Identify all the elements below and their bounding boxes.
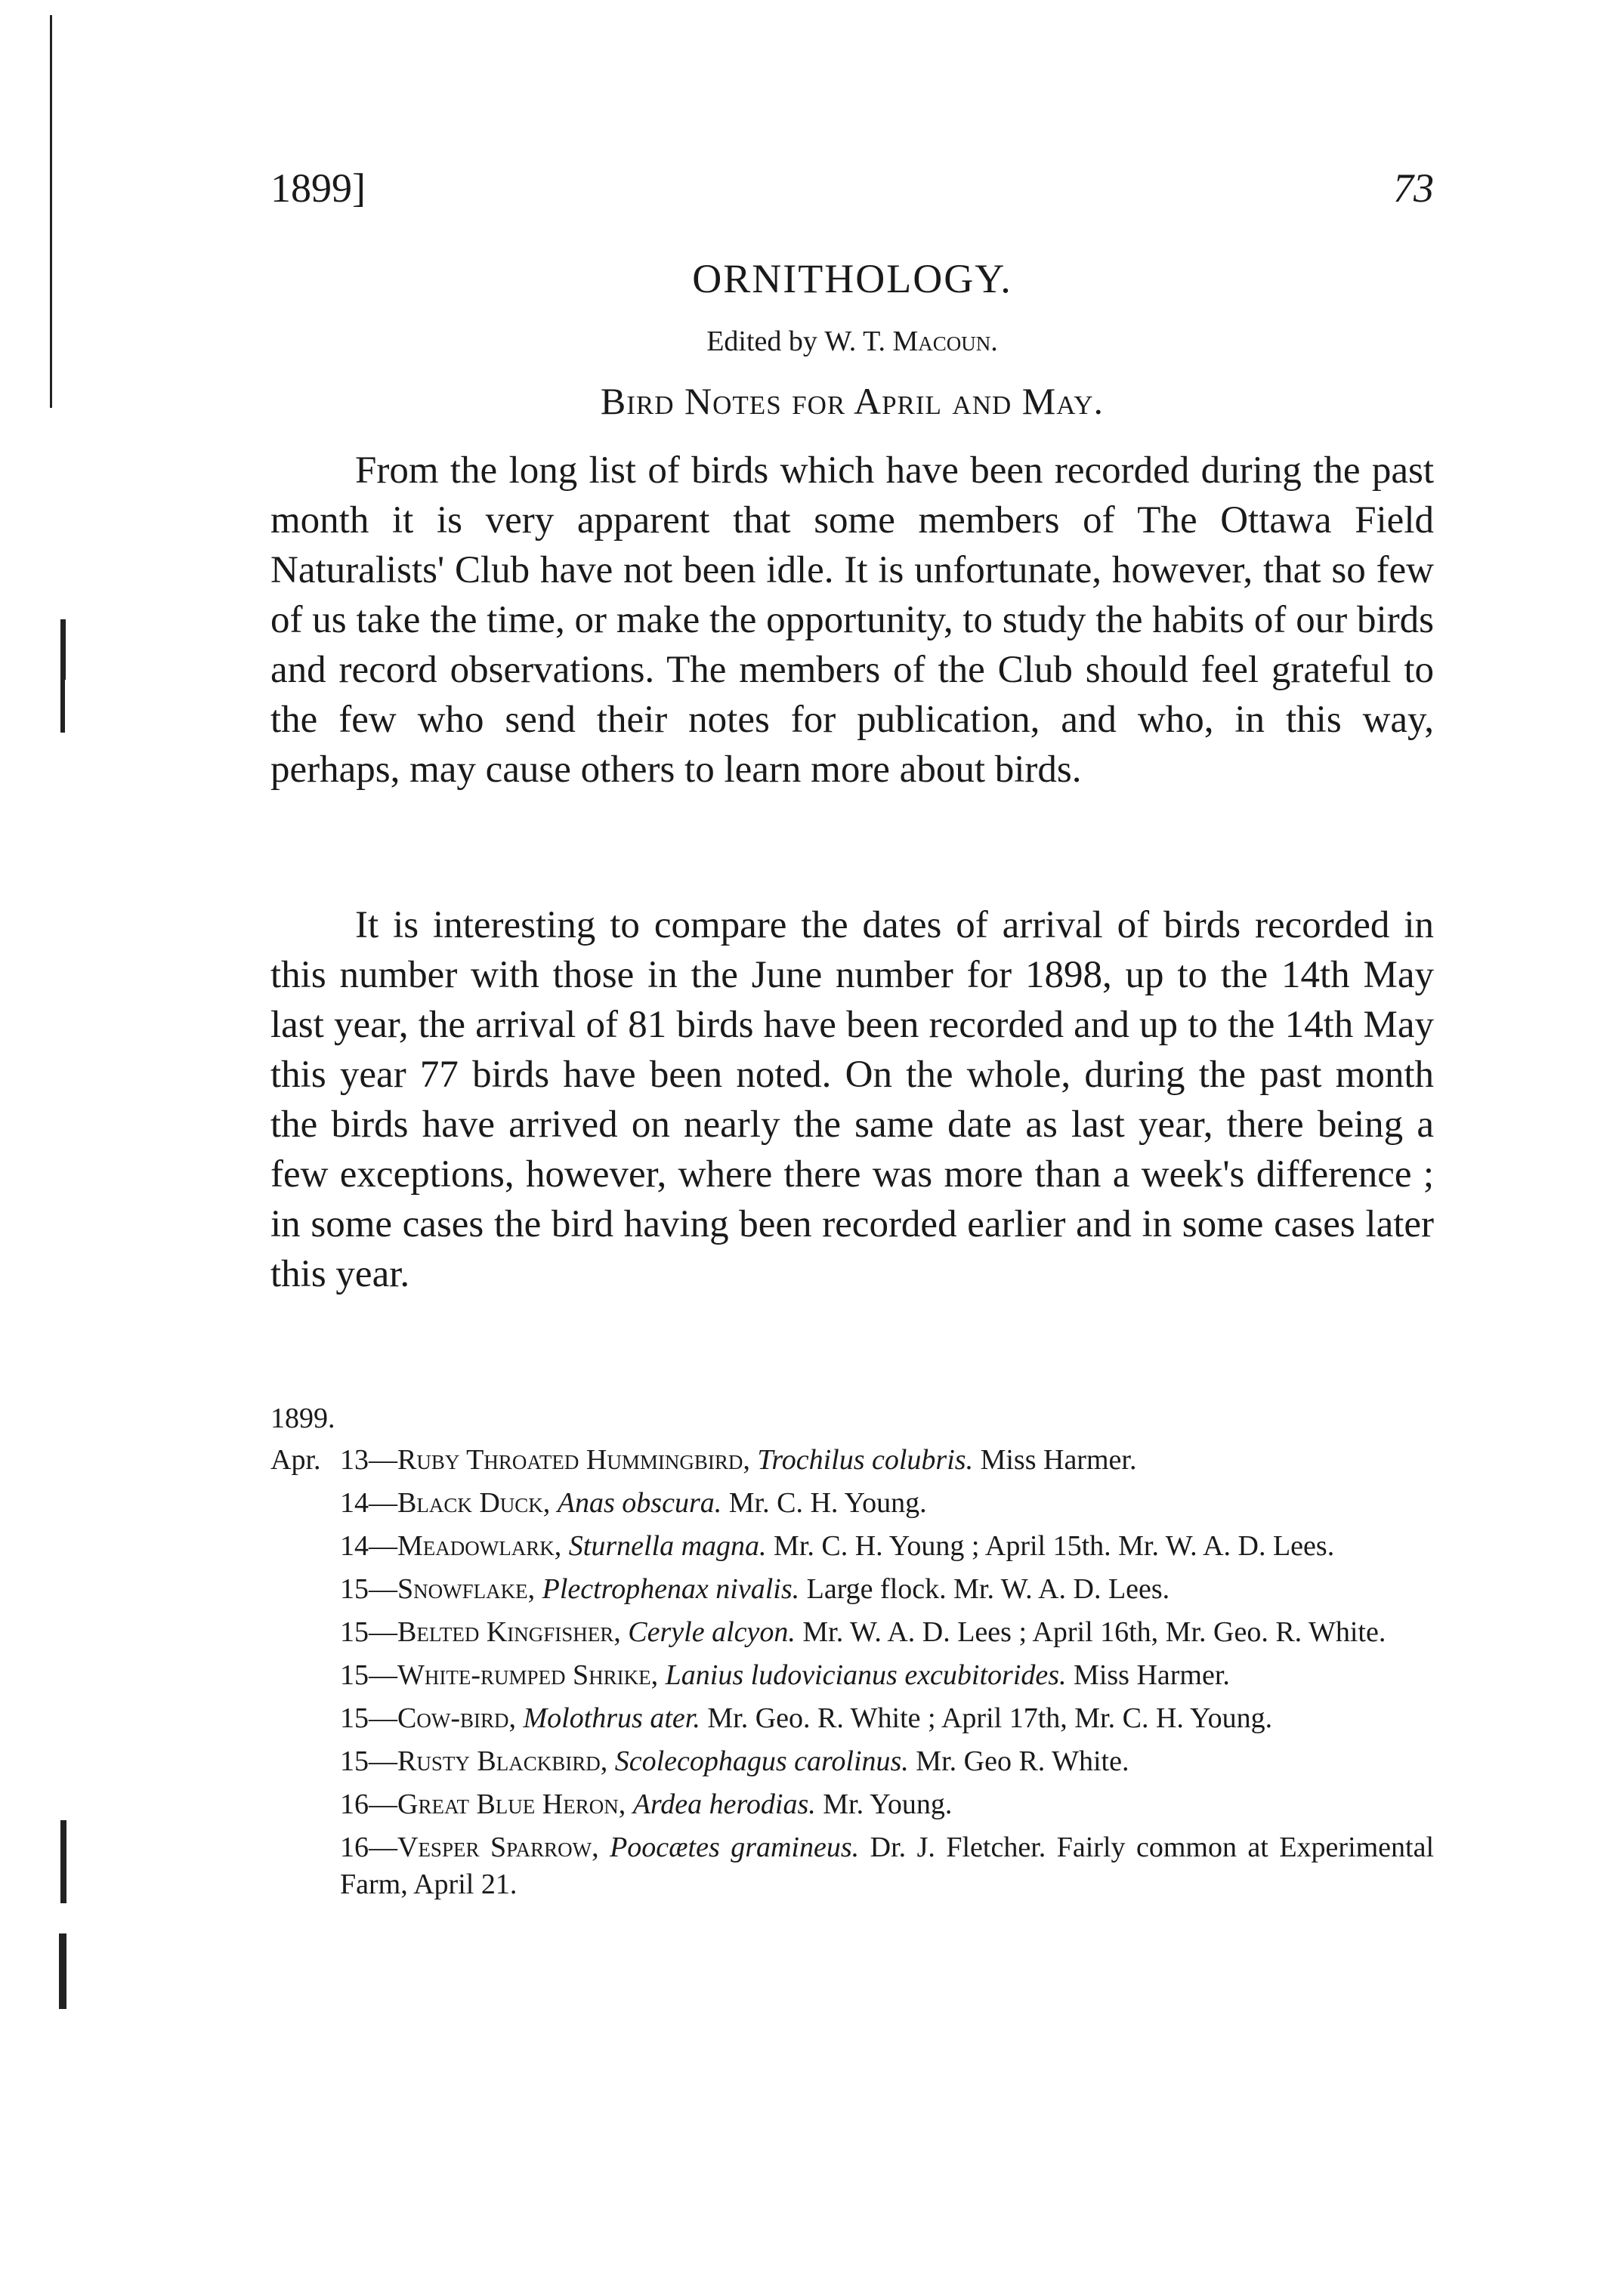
record-row <box>270 1442 1434 1479</box>
record-body <box>340 1442 1434 1479</box>
record-day: 15— <box>340 1616 397 1648</box>
record-body <box>340 1528 1434 1565</box>
record-body <box>340 1829 1434 1903</box>
record-body <box>340 1485 1434 1522</box>
record-row <box>270 1485 1434 1522</box>
paragraph-2 <box>270 900 1434 1299</box>
records-year: 1899. <box>270 1403 335 1434</box>
record-note: Mr. Young. <box>823 1788 953 1820</box>
editor-line <box>270 325 1434 358</box>
running-head <box>270 165 1434 211</box>
record-note: Miss Harmer. <box>1074 1659 1230 1691</box>
record-body <box>340 1700 1434 1737</box>
record-species: Cow-bird, <box>397 1702 516 1734</box>
record-day: 13— <box>340 1444 397 1476</box>
record-row <box>270 1743 1434 1780</box>
record-row <box>270 1700 1434 1737</box>
scan-edge-mark <box>50 15 52 408</box>
record-latin: Plectrophenax nivalis. <box>542 1573 800 1605</box>
record-species: Great Blue Heron, <box>397 1788 626 1820</box>
record-day: 16— <box>340 1832 397 1863</box>
record-body <box>340 1786 1434 1823</box>
scan-edge-mark <box>60 1820 66 1903</box>
record-note: Mr. C. H. Young ; April 15th. Mr. W. A. D. Lees. <box>774 1530 1335 1562</box>
record-note: Mr. Geo. R. White ; April 17th, Mr. C. H. Young. <box>707 1702 1273 1734</box>
record-body <box>340 1743 1434 1780</box>
record-day: 16— <box>340 1788 397 1820</box>
record-row <box>270 1528 1434 1565</box>
record-row <box>270 1614 1434 1651</box>
record-day: 14— <box>340 1530 397 1562</box>
paragraph-1 <box>270 446 1434 795</box>
paragraph-text: It is interesting to compare the dates of arrival of birds recorded in this number with those in the June number for 1898, up to the 14th May last year, the arrival of 81 birds have been recorded and up to the 14th May this year 77 birds have been noted. On the whole, during the past month the birds have arrived on nearly the same date as last year, there being a few exceptions, however, where there was more than a week's difference ; in some cases the bird having been recorded earlier and in some cases later this year. <box>270 904 1434 1295</box>
record-note: Miss Harmer. <box>980 1444 1137 1476</box>
record-species: Vesper Sparrow, <box>397 1832 599 1863</box>
record-note: Dr. J. Fletcher. Fairly common at Experimental Farm, April 21. <box>340 1832 1435 1900</box>
scan-edge-mark <box>60 665 65 733</box>
record-latin: Scolecophagus carolinus. <box>614 1745 909 1777</box>
record-body <box>340 1571 1434 1608</box>
article-title: Bird Notes for April and May. <box>600 380 1105 422</box>
paragraph-text: From the long list of birds which have been recorded during the past month it is very apparent that some members of The Ottawa Field Naturalists' Club have not been idle. It is unfortunate, however, that so few of us take the time, or make the opportunity, to study the habits of our birds and record observations. The members of the Club should feel grateful to the few who send their notes for publication, and who, in this way, perhaps, may cause others to learn more about birds. <box>270 449 1434 791</box>
record-row <box>270 1657 1434 1694</box>
record-species: Rusty Blackbird, <box>397 1745 608 1777</box>
record-note: Mr. W. A. D. Lees ; April 16th, Mr. Geo. R. White. <box>802 1616 1386 1648</box>
record-row <box>270 1786 1434 1823</box>
editor-name: W. T. Macoun. <box>824 326 998 357</box>
record-species: Belted Kingfisher, <box>397 1616 621 1648</box>
record-latin: Trochilus colubris. <box>757 1444 974 1476</box>
record-latin: Lanius ludovicianus excubitorides. <box>665 1659 1067 1691</box>
record-row <box>270 1571 1434 1608</box>
record-note: Mr. C. H. Young. <box>728 1487 927 1519</box>
record-day: 14— <box>340 1487 397 1519</box>
page-number: 73 <box>1393 165 1434 211</box>
record-body <box>340 1657 1434 1694</box>
record-day: 15— <box>340 1702 397 1734</box>
record-latin: Ardea herodias. <box>632 1788 816 1820</box>
record-row <box>270 1829 1434 1903</box>
record-day: 15— <box>340 1745 397 1777</box>
record-latin: Poocætes gramineus. <box>610 1832 860 1863</box>
header-year: 1899] <box>270 165 366 211</box>
record-latin: Molothrus ater. <box>523 1702 700 1734</box>
record-species: Ruby Throated Hummingbird, <box>397 1444 750 1476</box>
record-month: Apr. <box>270 1444 321 1476</box>
scan-edge-mark <box>59 1933 66 2009</box>
record-day: 15— <box>340 1659 397 1691</box>
record-note: Mr. Geo R. White. <box>916 1745 1129 1777</box>
record-species: White-rumped Shrike, <box>397 1659 659 1691</box>
record-latin: Anas obscura. <box>557 1487 722 1519</box>
record-body <box>340 1614 1434 1651</box>
record-note: Large flock. Mr. W. A. D. Lees. <box>806 1573 1170 1605</box>
bird-records <box>270 1400 1434 1909</box>
editor-prefix: Edited by <box>706 326 817 357</box>
record-latin: Sturnella magna. <box>568 1530 767 1562</box>
record-latin: Ceryle alcyon. <box>628 1616 796 1648</box>
record-day: 15— <box>340 1573 397 1605</box>
record-species: Meadowlark, <box>397 1530 562 1562</box>
record-species: Black Duck, <box>397 1487 551 1519</box>
record-species: Snowflake, <box>397 1573 536 1605</box>
section-title: ORNITHOLOGY. <box>692 256 1012 301</box>
